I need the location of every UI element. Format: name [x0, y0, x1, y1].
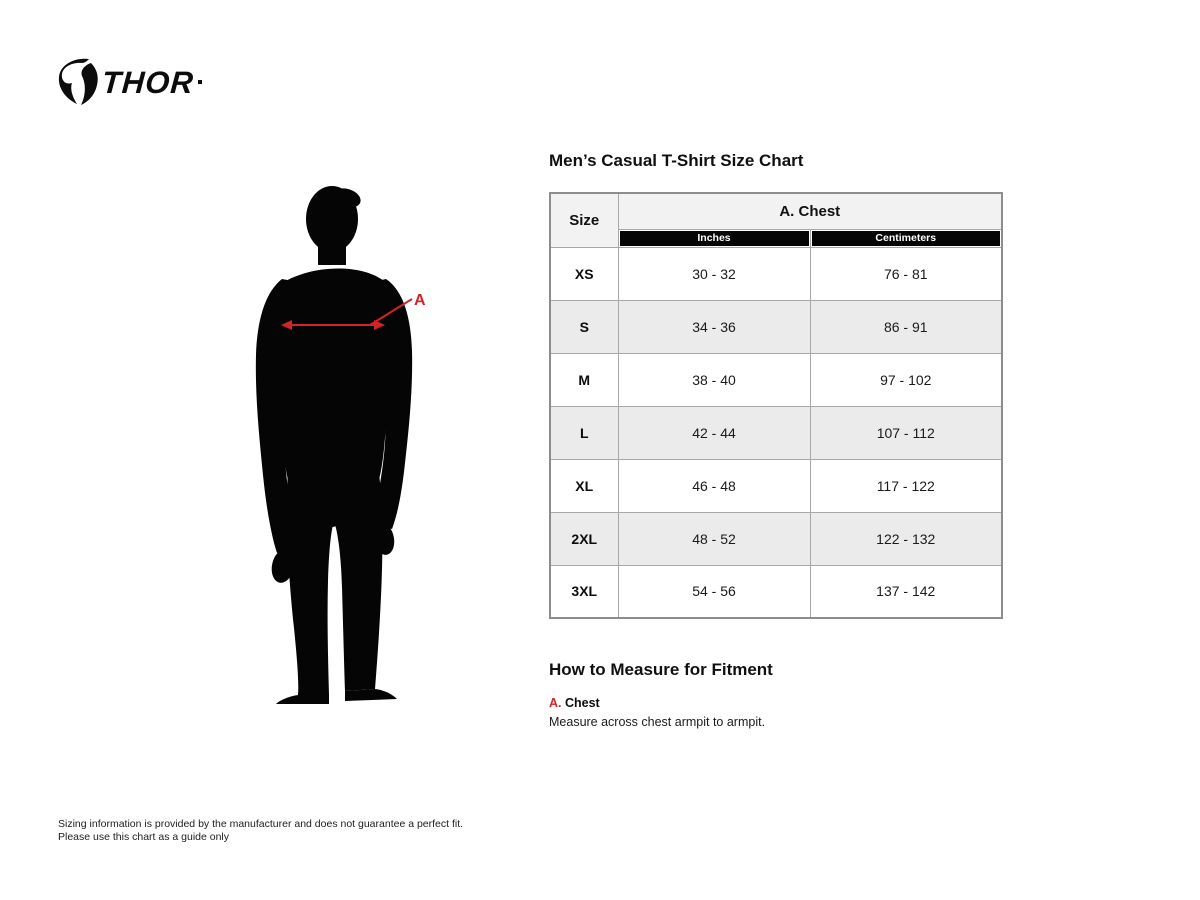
size-chart-table	[549, 192, 1003, 619]
size-cell: XL	[550, 459, 618, 512]
how-to-measure-title: How to Measure for Fitment	[549, 660, 773, 679]
brand-logo	[56, 58, 202, 106]
table-row-m	[550, 353, 1002, 406]
size-cell: L	[550, 406, 618, 459]
size-cell: M	[550, 353, 618, 406]
inches-cell: 34 - 36	[618, 300, 810, 353]
table-row-xl	[550, 459, 1002, 512]
centimeters-cell: 117 - 122	[810, 459, 1002, 512]
brand-logo-trademark-dot	[198, 80, 202, 84]
table-row-xs	[550, 247, 1002, 300]
inches-cell: 54 - 56	[618, 565, 810, 618]
centimeters-cell: 86 - 91	[810, 300, 1002, 353]
measure-item-name: Chest	[564, 696, 600, 710]
size-column-header: Size	[550, 193, 618, 247]
inches-cell: 38 - 40	[618, 353, 810, 406]
centimeters-cell: 107 - 112	[810, 406, 1002, 459]
centimeters-cell: 97 - 102	[810, 353, 1002, 406]
table-row-3xl	[550, 565, 1002, 618]
brand-logo-text: THOR	[100, 64, 196, 100]
male-silhouette-figure	[248, 183, 444, 707]
thor-ram-head-icon	[56, 58, 100, 106]
size-chart-title: Men’s Casual T-Shirt Size Chart	[549, 151, 804, 170]
measure-item-description: Measure across chest armpit to armpit.	[549, 715, 766, 729]
silhouette-shape	[256, 185, 412, 704]
annotation-letter-a: A	[414, 292, 426, 309]
inches-cell: 48 - 52	[618, 512, 810, 565]
disclaimer-line1: Sizing information is provided by the manufacturer and does not guarantee a perfect fit.	[58, 818, 464, 830]
size-cell: XS	[550, 247, 618, 300]
centimeters-subheader: Centimeters	[812, 231, 1001, 246]
size-cell: 3XL	[550, 565, 618, 618]
centimeters-cell: 122 - 132	[810, 512, 1002, 565]
measure-item-key: A.	[549, 696, 562, 710]
inches-cell: 30 - 32	[618, 247, 810, 300]
inches-cell: 42 - 44	[618, 406, 810, 459]
chest-group-header: A. Chest	[618, 193, 1002, 229]
disclaimer-footnote	[58, 818, 463, 843]
centimeters-cell: 137 - 142	[810, 565, 1002, 618]
measure-item-chest	[549, 696, 1001, 710]
table-row-2xl	[550, 512, 1002, 565]
centimeters-cell: 76 - 81	[810, 247, 1002, 300]
inches-cell: 46 - 48	[618, 459, 810, 512]
size-chart-content	[549, 151, 1001, 729]
inches-subheader: Inches	[620, 231, 809, 246]
table-row-s	[550, 300, 1002, 353]
size-cell: S	[550, 300, 618, 353]
size-cell: 2XL	[550, 512, 618, 565]
disclaimer-line2: Please use this chart as a guide only	[58, 830, 230, 843]
table-row-l	[550, 406, 1002, 459]
